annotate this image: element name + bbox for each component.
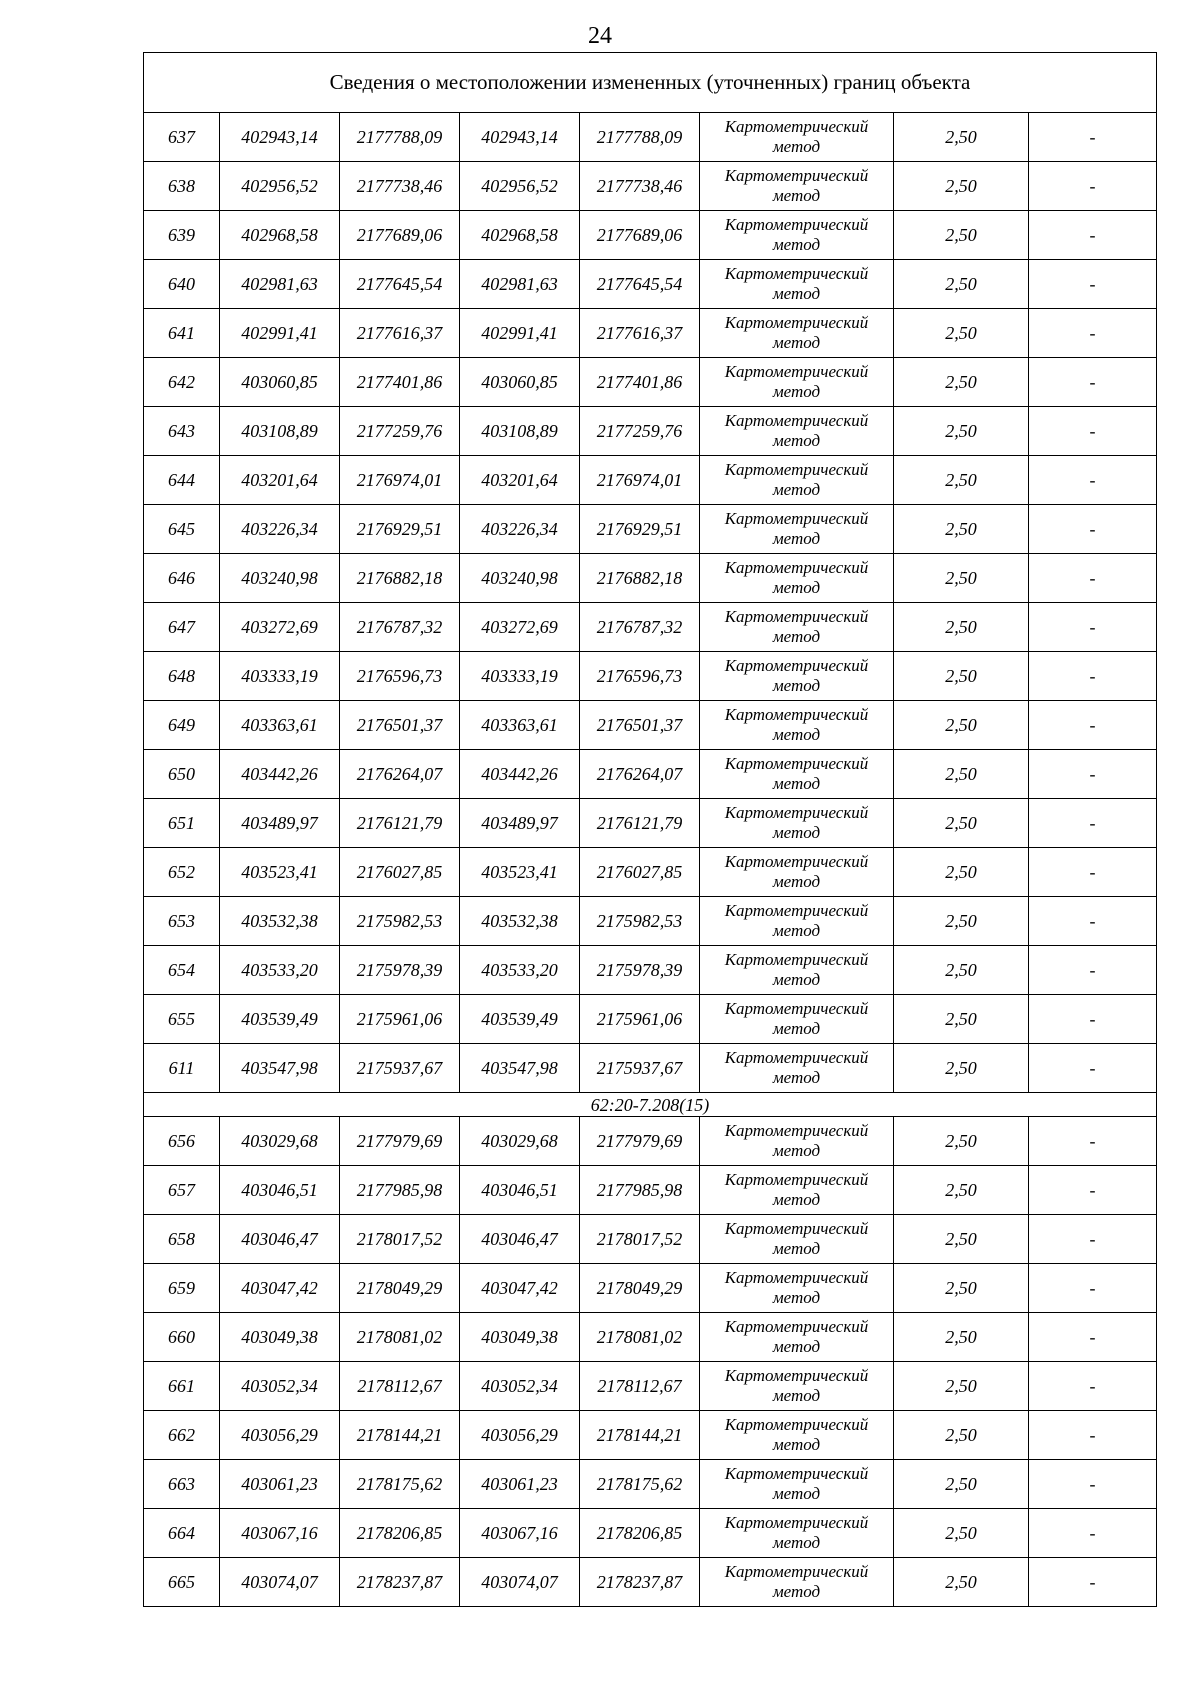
- accuracy-cell: 2,50: [894, 358, 1029, 407]
- description-cell: -: [1029, 897, 1157, 946]
- y-refined-cell: 2178112,67: [580, 1362, 700, 1411]
- accuracy-cell: 2,50: [894, 309, 1029, 358]
- table-row: [144, 848, 1157, 897]
- y-existing-cell: 2177401,86: [340, 358, 460, 407]
- accuracy-cell: 2,50: [894, 456, 1029, 505]
- method-cell: Картометрический метод: [700, 1362, 894, 1411]
- accuracy-cell: 2,50: [894, 407, 1029, 456]
- accuracy-cell: 2,50: [894, 1166, 1029, 1215]
- x-existing-cell: 402981,63: [220, 260, 340, 309]
- section-header-row: [144, 1093, 1157, 1117]
- table-body: [144, 53, 1157, 1607]
- description-cell: -: [1029, 995, 1157, 1044]
- point-number-cell: 665: [144, 1558, 220, 1607]
- table-row: [144, 995, 1157, 1044]
- y-existing-cell: 2177979,69: [340, 1117, 460, 1166]
- x-existing-cell: 403226,34: [220, 505, 340, 554]
- method-cell: Картометрический метод: [700, 1313, 894, 1362]
- x-existing-cell: 403046,51: [220, 1166, 340, 1215]
- y-existing-cell: 2178175,62: [340, 1460, 460, 1509]
- method-cell: Картометрический метод: [700, 750, 894, 799]
- x-refined-cell: 403201,64: [460, 456, 580, 505]
- method-cell: Картометрический метод: [700, 701, 894, 750]
- table-row: [144, 162, 1157, 211]
- table-row: [144, 652, 1157, 701]
- x-existing-cell: 403523,41: [220, 848, 340, 897]
- description-cell: -: [1029, 1313, 1157, 1362]
- x-existing-cell: 403539,49: [220, 995, 340, 1044]
- x-existing-cell: 403046,47: [220, 1215, 340, 1264]
- description-cell: -: [1029, 211, 1157, 260]
- y-existing-cell: 2178112,67: [340, 1362, 460, 1411]
- y-refined-cell: 2176121,79: [580, 799, 700, 848]
- y-refined-cell: 2177616,37: [580, 309, 700, 358]
- x-existing-cell: 402968,58: [220, 211, 340, 260]
- method-cell: Картометрический метод: [700, 309, 894, 358]
- point-number-cell: 658: [144, 1215, 220, 1264]
- accuracy-cell: 2,50: [894, 113, 1029, 162]
- description-cell: -: [1029, 309, 1157, 358]
- x-refined-cell: 403047,42: [460, 1264, 580, 1313]
- description-cell: -: [1029, 1215, 1157, 1264]
- x-existing-cell: 403052,34: [220, 1362, 340, 1411]
- y-refined-cell: 2178206,85: [580, 1509, 700, 1558]
- x-refined-cell: 403532,38: [460, 897, 580, 946]
- table-title: Сведения о местоположении измененных (уточненных) границ объекта: [144, 53, 1157, 113]
- y-existing-cell: 2178144,21: [340, 1411, 460, 1460]
- table-title-row: [144, 53, 1157, 113]
- x-refined-cell: 403108,89: [460, 407, 580, 456]
- table-row: [144, 1558, 1157, 1607]
- y-refined-cell: 2177645,54: [580, 260, 700, 309]
- x-refined-cell: 403046,47: [460, 1215, 580, 1264]
- description-cell: -: [1029, 505, 1157, 554]
- point-number-cell: 641: [144, 309, 220, 358]
- method-cell: Картометрический метод: [700, 1044, 894, 1093]
- method-cell: Картометрический метод: [700, 1460, 894, 1509]
- table-row: [144, 799, 1157, 848]
- table-row: [144, 505, 1157, 554]
- accuracy-cell: 2,50: [894, 799, 1029, 848]
- y-existing-cell: 2177985,98: [340, 1166, 460, 1215]
- x-existing-cell: 403061,23: [220, 1460, 340, 1509]
- y-existing-cell: 2176974,01: [340, 456, 460, 505]
- point-number-cell: 637: [144, 113, 220, 162]
- x-existing-cell: 403533,20: [220, 946, 340, 995]
- x-existing-cell: 403547,98: [220, 1044, 340, 1093]
- point-number-cell: 642: [144, 358, 220, 407]
- accuracy-cell: 2,50: [894, 1215, 1029, 1264]
- y-refined-cell: 2176974,01: [580, 456, 700, 505]
- x-existing-cell: 403074,07: [220, 1558, 340, 1607]
- y-existing-cell: 2177788,09: [340, 113, 460, 162]
- table-row: [144, 1264, 1157, 1313]
- point-number-cell: 638: [144, 162, 220, 211]
- x-refined-cell: 403539,49: [460, 995, 580, 1044]
- accuracy-cell: 2,50: [894, 1509, 1029, 1558]
- accuracy-cell: 2,50: [894, 260, 1029, 309]
- point-number-cell: 659: [144, 1264, 220, 1313]
- accuracy-cell: 2,50: [894, 1460, 1029, 1509]
- y-refined-cell: 2178017,52: [580, 1215, 700, 1264]
- x-refined-cell: 402956,52: [460, 162, 580, 211]
- x-existing-cell: 403047,42: [220, 1264, 340, 1313]
- y-refined-cell: 2177689,06: [580, 211, 700, 260]
- x-refined-cell: 403533,20: [460, 946, 580, 995]
- method-cell: Картометрический метод: [700, 407, 894, 456]
- y-refined-cell: 2177401,86: [580, 358, 700, 407]
- y-refined-cell: 2178081,02: [580, 1313, 700, 1362]
- y-existing-cell: 2175982,53: [340, 897, 460, 946]
- y-existing-cell: 2176121,79: [340, 799, 460, 848]
- y-existing-cell: 2176787,32: [340, 603, 460, 652]
- x-existing-cell: 403056,29: [220, 1411, 340, 1460]
- table-row: [144, 1313, 1157, 1362]
- table-row: [144, 1509, 1157, 1558]
- description-cell: -: [1029, 799, 1157, 848]
- description-cell: -: [1029, 358, 1157, 407]
- description-cell: -: [1029, 162, 1157, 211]
- y-refined-cell: 2178175,62: [580, 1460, 700, 1509]
- x-refined-cell: 403046,51: [460, 1166, 580, 1215]
- method-cell: Картометрический метод: [700, 1117, 894, 1166]
- accuracy-cell: 2,50: [894, 897, 1029, 946]
- method-cell: Картометрический метод: [700, 113, 894, 162]
- x-existing-cell: 403029,68: [220, 1117, 340, 1166]
- description-cell: -: [1029, 1558, 1157, 1607]
- description-cell: -: [1029, 1509, 1157, 1558]
- y-existing-cell: 2178081,02: [340, 1313, 460, 1362]
- point-number-cell: 654: [144, 946, 220, 995]
- method-cell: Картометрический метод: [700, 358, 894, 407]
- table-row: [144, 1166, 1157, 1215]
- table-row: [144, 260, 1157, 309]
- accuracy-cell: 2,50: [894, 995, 1029, 1044]
- point-number-cell: 650: [144, 750, 220, 799]
- x-refined-cell: 403056,29: [460, 1411, 580, 1460]
- table-row: [144, 750, 1157, 799]
- description-cell: -: [1029, 1460, 1157, 1509]
- table-row: [144, 897, 1157, 946]
- method-cell: Картометрический метод: [700, 505, 894, 554]
- y-existing-cell: 2178237,87: [340, 1558, 460, 1607]
- y-existing-cell: 2176882,18: [340, 554, 460, 603]
- description-cell: -: [1029, 113, 1157, 162]
- y-existing-cell: 2175961,06: [340, 995, 460, 1044]
- x-refined-cell: 402968,58: [460, 211, 580, 260]
- point-number-cell: 655: [144, 995, 220, 1044]
- y-existing-cell: 2177259,76: [340, 407, 460, 456]
- y-existing-cell: 2175978,39: [340, 946, 460, 995]
- y-existing-cell: 2178049,29: [340, 1264, 460, 1313]
- y-refined-cell: 2176787,32: [580, 603, 700, 652]
- method-cell: Картометрический метод: [700, 1215, 894, 1264]
- point-number-cell: 649: [144, 701, 220, 750]
- x-refined-cell: 403049,38: [460, 1313, 580, 1362]
- x-refined-cell: 402981,63: [460, 260, 580, 309]
- y-refined-cell: 2176929,51: [580, 505, 700, 554]
- method-cell: Картометрический метод: [700, 1558, 894, 1607]
- description-cell: -: [1029, 946, 1157, 995]
- y-refined-cell: 2177979,69: [580, 1117, 700, 1166]
- table-row: [144, 1117, 1157, 1166]
- y-refined-cell: 2176596,73: [580, 652, 700, 701]
- table-row: [144, 309, 1157, 358]
- description-cell: -: [1029, 407, 1157, 456]
- table-row: [144, 701, 1157, 750]
- y-existing-cell: 2177616,37: [340, 309, 460, 358]
- accuracy-cell: 2,50: [894, 1264, 1029, 1313]
- point-number-cell: 639: [144, 211, 220, 260]
- x-refined-cell: 403060,85: [460, 358, 580, 407]
- method-cell: Картометрический метод: [700, 897, 894, 946]
- x-refined-cell: 403226,34: [460, 505, 580, 554]
- y-refined-cell: 2177985,98: [580, 1166, 700, 1215]
- point-number-cell: 640: [144, 260, 220, 309]
- x-existing-cell: 403442,26: [220, 750, 340, 799]
- accuracy-cell: 2,50: [894, 1362, 1029, 1411]
- x-refined-cell: 403442,26: [460, 750, 580, 799]
- x-existing-cell: 403049,38: [220, 1313, 340, 1362]
- point-number-cell: 663: [144, 1460, 220, 1509]
- table-row: [144, 407, 1157, 456]
- accuracy-cell: 2,50: [894, 1558, 1029, 1607]
- y-existing-cell: 2177689,06: [340, 211, 460, 260]
- point-number-cell: 646: [144, 554, 220, 603]
- y-refined-cell: 2178049,29: [580, 1264, 700, 1313]
- point-number-cell: 662: [144, 1411, 220, 1460]
- accuracy-cell: 2,50: [894, 162, 1029, 211]
- accuracy-cell: 2,50: [894, 505, 1029, 554]
- method-cell: Картометрический метод: [700, 1411, 894, 1460]
- method-cell: Картометрический метод: [700, 456, 894, 505]
- x-refined-cell: 403074,07: [460, 1558, 580, 1607]
- x-refined-cell: 402943,14: [460, 113, 580, 162]
- x-refined-cell: 402991,41: [460, 309, 580, 358]
- accuracy-cell: 2,50: [894, 603, 1029, 652]
- x-existing-cell: 403333,19: [220, 652, 340, 701]
- y-existing-cell: 2175937,67: [340, 1044, 460, 1093]
- table-row: [144, 946, 1157, 995]
- x-existing-cell: 403108,89: [220, 407, 340, 456]
- y-existing-cell: 2176501,37: [340, 701, 460, 750]
- accuracy-cell: 2,50: [894, 750, 1029, 799]
- table-row: [144, 113, 1157, 162]
- method-cell: Картометрический метод: [700, 260, 894, 309]
- x-existing-cell: 403060,85: [220, 358, 340, 407]
- point-number-cell: 661: [144, 1362, 220, 1411]
- x-refined-cell: 403547,98: [460, 1044, 580, 1093]
- y-refined-cell: 2176882,18: [580, 554, 700, 603]
- section-label: 62:20-7.208(15): [144, 1093, 1157, 1117]
- table-row: [144, 1460, 1157, 1509]
- method-cell: Картометрический метод: [700, 652, 894, 701]
- description-cell: -: [1029, 1044, 1157, 1093]
- y-refined-cell: 2178144,21: [580, 1411, 700, 1460]
- page-number: 24: [588, 23, 612, 49]
- accuracy-cell: 2,50: [894, 1117, 1029, 1166]
- x-refined-cell: 403052,34: [460, 1362, 580, 1411]
- description-cell: -: [1029, 1362, 1157, 1411]
- table-row: [144, 554, 1157, 603]
- accuracy-cell: 2,50: [894, 652, 1029, 701]
- accuracy-cell: 2,50: [894, 946, 1029, 995]
- method-cell: Картометрический метод: [700, 162, 894, 211]
- point-number-cell: 660: [144, 1313, 220, 1362]
- y-refined-cell: 2175978,39: [580, 946, 700, 995]
- x-existing-cell: 403532,38: [220, 897, 340, 946]
- accuracy-cell: 2,50: [894, 848, 1029, 897]
- table-row: [144, 1411, 1157, 1460]
- y-refined-cell: 2175982,53: [580, 897, 700, 946]
- x-existing-cell: 403240,98: [220, 554, 340, 603]
- description-cell: -: [1029, 1264, 1157, 1313]
- x-refined-cell: 403272,69: [460, 603, 580, 652]
- point-number-cell: 653: [144, 897, 220, 946]
- table-row: [144, 1362, 1157, 1411]
- y-refined-cell: 2178237,87: [580, 1558, 700, 1607]
- accuracy-cell: 2,50: [894, 1313, 1029, 1362]
- point-number-cell: 648: [144, 652, 220, 701]
- x-existing-cell: 403067,16: [220, 1509, 340, 1558]
- y-existing-cell: 2176027,85: [340, 848, 460, 897]
- accuracy-cell: 2,50: [894, 1411, 1029, 1460]
- method-cell: Картометрический метод: [700, 211, 894, 260]
- y-refined-cell: 2176264,07: [580, 750, 700, 799]
- x-refined-cell: 403061,23: [460, 1460, 580, 1509]
- table-row: [144, 1215, 1157, 1264]
- x-refined-cell: 403333,19: [460, 652, 580, 701]
- x-refined-cell: 403067,16: [460, 1509, 580, 1558]
- method-cell: Картометрический метод: [700, 1509, 894, 1558]
- x-existing-cell: 402991,41: [220, 309, 340, 358]
- x-refined-cell: 403363,61: [460, 701, 580, 750]
- y-existing-cell: 2177645,54: [340, 260, 460, 309]
- method-cell: Картометрический метод: [700, 799, 894, 848]
- description-cell: -: [1029, 750, 1157, 799]
- description-cell: -: [1029, 456, 1157, 505]
- table-row: [144, 1044, 1157, 1093]
- description-cell: -: [1029, 652, 1157, 701]
- x-refined-cell: 403240,98: [460, 554, 580, 603]
- accuracy-cell: 2,50: [894, 701, 1029, 750]
- y-existing-cell: 2176264,07: [340, 750, 460, 799]
- description-cell: -: [1029, 848, 1157, 897]
- y-existing-cell: 2178206,85: [340, 1509, 460, 1558]
- x-existing-cell: 402956,52: [220, 162, 340, 211]
- method-cell: Картометрический метод: [700, 603, 894, 652]
- point-number-cell: 647: [144, 603, 220, 652]
- x-existing-cell: 403272,69: [220, 603, 340, 652]
- y-refined-cell: 2177788,09: [580, 113, 700, 162]
- x-existing-cell: 403363,61: [220, 701, 340, 750]
- y-refined-cell: 2175961,06: [580, 995, 700, 1044]
- point-number-cell: 651: [144, 799, 220, 848]
- boundary-coordinates-table: [143, 52, 1157, 1607]
- y-existing-cell: 2176929,51: [340, 505, 460, 554]
- point-number-cell: 652: [144, 848, 220, 897]
- description-cell: -: [1029, 1411, 1157, 1460]
- description-cell: -: [1029, 701, 1157, 750]
- table-row: [144, 358, 1157, 407]
- y-existing-cell: 2178017,52: [340, 1215, 460, 1264]
- description-cell: -: [1029, 260, 1157, 309]
- point-number-cell: 644: [144, 456, 220, 505]
- x-refined-cell: 403489,97: [460, 799, 580, 848]
- accuracy-cell: 2,50: [894, 1044, 1029, 1093]
- method-cell: Картометрический метод: [700, 1264, 894, 1313]
- x-existing-cell: 403489,97: [220, 799, 340, 848]
- y-refined-cell: 2176027,85: [580, 848, 700, 897]
- y-refined-cell: 2177738,46: [580, 162, 700, 211]
- y-existing-cell: 2176596,73: [340, 652, 460, 701]
- point-number-cell: 645: [144, 505, 220, 554]
- y-refined-cell: 2175937,67: [580, 1044, 700, 1093]
- y-refined-cell: 2177259,76: [580, 407, 700, 456]
- method-cell: Картометрический метод: [700, 1166, 894, 1215]
- method-cell: Картометрический метод: [700, 946, 894, 995]
- point-number-cell: 611: [144, 1044, 220, 1093]
- description-cell: -: [1029, 1166, 1157, 1215]
- x-refined-cell: 403029,68: [460, 1117, 580, 1166]
- method-cell: Картометрический метод: [700, 995, 894, 1044]
- point-number-cell: 664: [144, 1509, 220, 1558]
- point-number-cell: 643: [144, 407, 220, 456]
- accuracy-cell: 2,50: [894, 211, 1029, 260]
- table-row: [144, 211, 1157, 260]
- description-cell: -: [1029, 1117, 1157, 1166]
- x-refined-cell: 403523,41: [460, 848, 580, 897]
- method-cell: Картометрический метод: [700, 848, 894, 897]
- x-existing-cell: 403201,64: [220, 456, 340, 505]
- point-number-cell: 657: [144, 1166, 220, 1215]
- accuracy-cell: 2,50: [894, 554, 1029, 603]
- point-number-cell: 656: [144, 1117, 220, 1166]
- y-refined-cell: 2176501,37: [580, 701, 700, 750]
- description-cell: -: [1029, 603, 1157, 652]
- table-row: [144, 456, 1157, 505]
- description-cell: -: [1029, 554, 1157, 603]
- method-cell: Картометрический метод: [700, 554, 894, 603]
- x-existing-cell: 402943,14: [220, 113, 340, 162]
- y-existing-cell: 2177738,46: [340, 162, 460, 211]
- table-row: [144, 603, 1157, 652]
